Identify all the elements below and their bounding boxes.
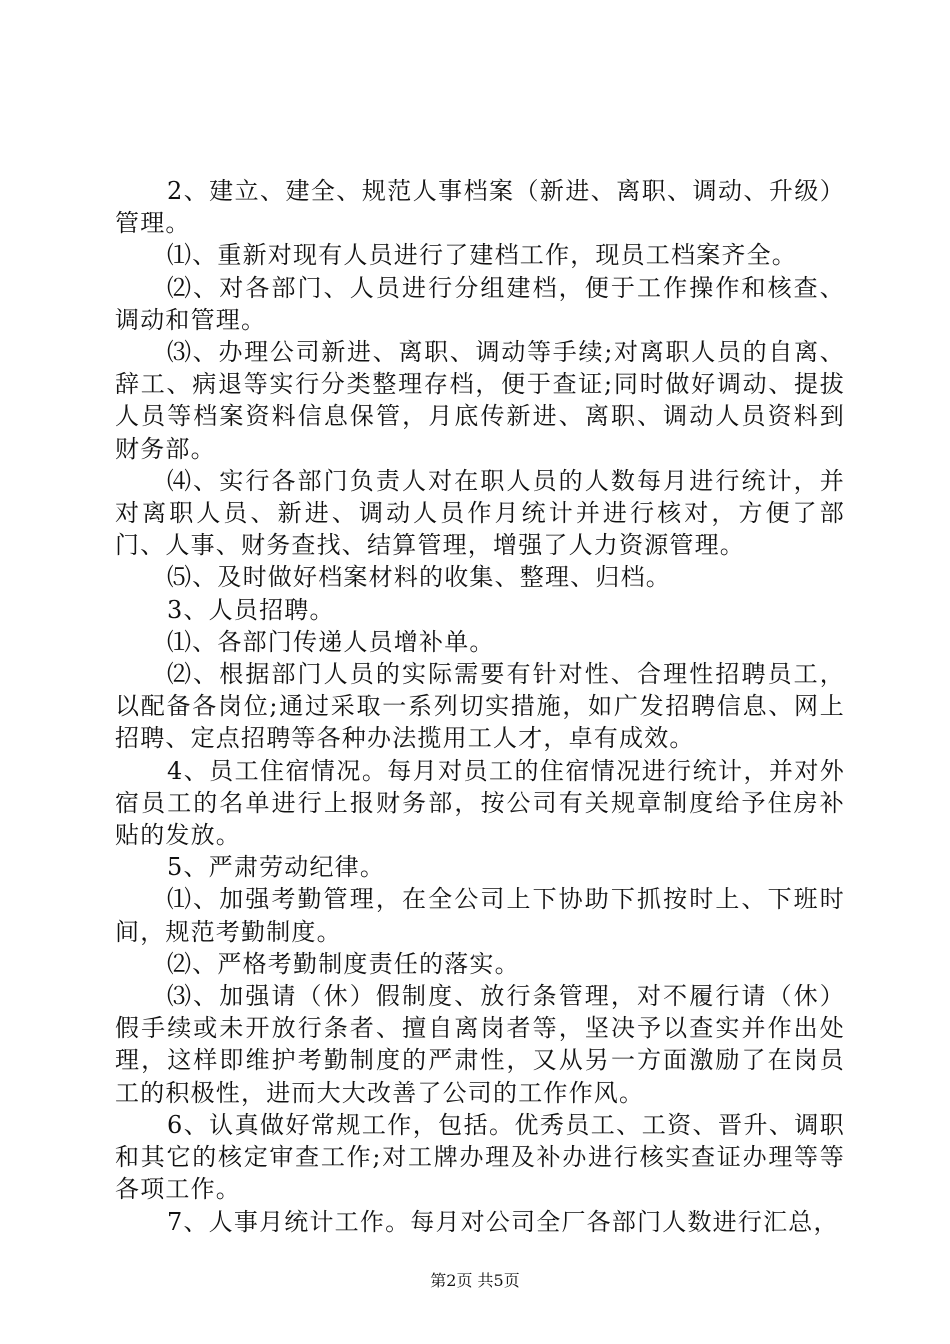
page-footer bbox=[0, 1271, 950, 1291]
paragraph: ⑵、对各部门、人员进行分组建档，便于工作操作和核查、调动和管理。 bbox=[115, 273, 845, 334]
paragraph: ⑸、及时做好档案材料的收集、整理、归档。 bbox=[167, 563, 671, 592]
paragraph: ⑶、办理公司新进、离职、调动等手续;对离职人员的自离、辞工、病退等实行分类整理存档，便于查证;同时做好调动、提拔人员等档案资料信息保管，月底传新进、离职、调动人员资料到财务部。 bbox=[115, 338, 845, 463]
paragraph: 4、员工住宿情况。每月对员工的住宿情况进行统计，并对外宿员工的名单进行上报财务部，按公司有关规章制度给予住房补贴的发放。 bbox=[115, 756, 845, 850]
page-number-label: 第2页 共5页 bbox=[430, 1271, 520, 1290]
paragraph: ⑴、加强考勤管理，在全公司上下协助下抓按时上、下班时间，规范考勤制度。 bbox=[115, 885, 845, 946]
paragraph: ⑴、重新对现有人员进行了建档工作，现员工档案齐全。 bbox=[167, 241, 797, 270]
paragraph: 5、严肃劳动纪律。 bbox=[167, 853, 386, 882]
paragraph: 7、人事月统计工作。每月对公司全厂各部门人数进行汇总， bbox=[167, 1207, 839, 1236]
paragraph: 3、人员招聘。 bbox=[167, 595, 335, 624]
paragraph: 6、认真做好常规工作，包括。优秀员工、工资、晋升、调职和其它的核定审查工作;对工牌办理及补办进行核实查证办理等等各项工作。 bbox=[115, 1110, 845, 1204]
paragraph: ⑶、加强请（休）假制度、放行条管理，对不履行请（休）假手续或未开放行条者、擅自离岗者等，坚决予以查实并作出处理，这样即维护考勤制度的严肃性，又从另一方面激励了在岗员工的积极性，进而大大改善了公司的工作作风。 bbox=[115, 982, 845, 1107]
paragraph: ⑴、各部门传递人员增补单。 bbox=[167, 627, 495, 656]
paragraph: 2、建立、建全、规范人事档案（新进、离职、调动、升级）管理。 bbox=[115, 177, 845, 238]
document-body bbox=[115, 175, 845, 1238]
paragraph: ⑵、严格考勤制度责任的落实。 bbox=[167, 949, 520, 978]
paragraph: ⑷、实行各部门负责人对在职人员的人数每月进行统计，并对离职人员、新进、调动人员作月统计并进行核对，方便了部门、人事、财务查找、结算管理，增强了人力资源管理。 bbox=[115, 466, 845, 560]
paragraph: ⑵、根据部门人员的实际需要有针对性、合理性招聘员工，以配备各岗位;通过采取一系列切实措施，如广发招聘信息、网上招聘、定点招聘等各种办法揽用工人才，卓有成效。 bbox=[115, 660, 845, 753]
